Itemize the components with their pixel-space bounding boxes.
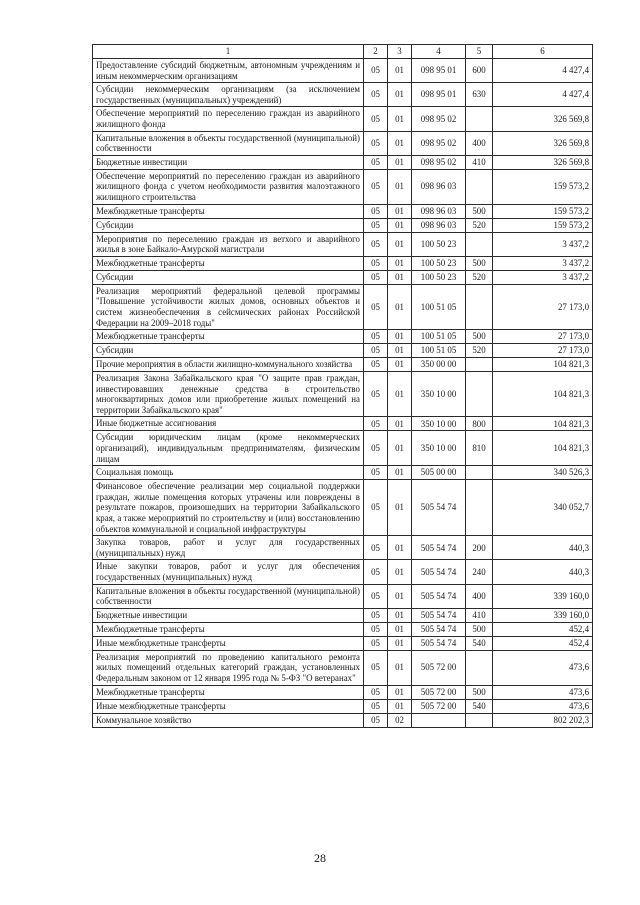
subsection-code-cell: 01 xyxy=(388,232,412,256)
amount-cell: 473,6 xyxy=(493,699,593,713)
amount-cell: 104 821,3 xyxy=(493,417,593,431)
target-article-cell: 350 10 00 xyxy=(412,431,466,466)
item-name-cell: Межбюджетные трансферты xyxy=(93,685,364,699)
section-code-cell: 05 xyxy=(364,636,388,650)
section-code-cell: 05 xyxy=(364,232,388,256)
table-row xyxy=(93,59,593,83)
table-row xyxy=(93,431,593,466)
item-name-cell: Бюджетные инвестиции xyxy=(93,155,364,169)
target-article-cell: 098 95 01 xyxy=(412,83,466,107)
subsection-code-cell: 01 xyxy=(388,169,412,204)
amount-cell: 440,3 xyxy=(493,560,593,584)
section-code-cell: 05 xyxy=(364,536,388,560)
expense-type-cell: 600 xyxy=(466,59,493,83)
subsection-code-cell: 01 xyxy=(388,608,412,622)
section-code-cell: 05 xyxy=(364,685,388,699)
target-article-cell: 505 54 74 xyxy=(412,560,466,584)
item-name-cell: Иные закупки товаров, работ и услуг для обеспечения государственных (муниципальных) нужд xyxy=(93,560,364,584)
amount-cell: 440,3 xyxy=(493,536,593,560)
target-article-cell: 100 50 23 xyxy=(412,256,466,270)
amount-cell: 159 573,2 xyxy=(493,218,593,232)
target-article-cell: 505 72 00 xyxy=(412,650,466,685)
target-article-cell: 505 54 74 xyxy=(412,636,466,650)
amount-cell: 452,4 xyxy=(493,622,593,636)
header-cell: 1 xyxy=(93,45,364,59)
target-article-cell: 100 51 05 xyxy=(412,330,466,344)
amount-cell: 339 160,0 xyxy=(493,584,593,608)
expense-type-cell xyxy=(466,232,493,256)
amount-cell: 104 821,3 xyxy=(493,431,593,466)
item-name-cell: Мероприятия по переселению граждан из ветхого и аварийного жилья в зоне Байкало-Амурской магистрали xyxy=(93,232,364,256)
page-number: 28 xyxy=(314,851,326,865)
table-row xyxy=(93,204,593,218)
amount-cell: 802 202,3 xyxy=(493,713,593,727)
item-name-cell: Обеспечение мероприятий по переселению граждан из аварийного жилищного фонда с учетом необходимости развития малоэтажного жилищного строительства xyxy=(93,169,364,204)
expense-type-cell: 500 xyxy=(466,330,493,344)
item-name-cell: Иные межбюджетные трансферты xyxy=(93,636,364,650)
section-code-cell: 05 xyxy=(364,584,388,608)
target-article-cell: 098 95 02 xyxy=(412,131,466,155)
subsection-code-cell: 01 xyxy=(388,204,412,218)
table-row xyxy=(93,284,593,329)
subsection-code-cell: 01 xyxy=(388,480,412,536)
item-name-cell: Межбюджетные трансферты xyxy=(93,204,364,218)
target-article-cell: 098 96 03 xyxy=(412,169,466,204)
header-cell: 6 xyxy=(493,45,593,59)
expense-type-cell: 500 xyxy=(466,685,493,699)
subsection-code-cell: 01 xyxy=(388,256,412,270)
section-code-cell: 05 xyxy=(364,713,388,727)
target-article-cell: 100 51 05 xyxy=(412,284,466,329)
table-body xyxy=(93,59,593,728)
target-article-cell: 100 50 23 xyxy=(412,270,466,284)
table-row xyxy=(93,685,593,699)
item-name-cell: Субсидии некоммерческим организациям (за исключением государственных (муниципальных) учреждений) xyxy=(93,83,364,107)
section-code-cell: 05 xyxy=(364,699,388,713)
section-code-cell: 05 xyxy=(364,155,388,169)
budget-table xyxy=(92,44,593,728)
expense-type-cell: 520 xyxy=(466,344,493,358)
header-cell: 5 xyxy=(466,45,493,59)
amount-cell: 326 569,8 xyxy=(493,107,593,131)
amount-cell: 159 573,2 xyxy=(493,204,593,218)
item-name-cell: Обеспечение мероприятий по переселению граждан из аварийного жилищного фонда xyxy=(93,107,364,131)
item-name-cell: Реализация мероприятий федеральной целевой программы "Повышение устойчивости жилых домов, основных объектов и систем жизнеобеспечения в сейсмических районах Российской Федерации на 2009–2018 годы" xyxy=(93,284,364,329)
expense-type-cell: 240 xyxy=(466,560,493,584)
subsection-code-cell: 01 xyxy=(388,636,412,650)
subsection-code-cell: 02 xyxy=(388,713,412,727)
subsection-code-cell: 01 xyxy=(388,358,412,372)
table-row xyxy=(93,372,593,417)
table-row xyxy=(93,480,593,536)
subsection-code-cell: 01 xyxy=(388,83,412,107)
section-code-cell: 05 xyxy=(364,330,388,344)
table-row xyxy=(93,169,593,204)
amount-cell: 326 569,8 xyxy=(493,131,593,155)
expense-type-cell: 520 xyxy=(466,218,493,232)
expense-type-cell: 540 xyxy=(466,699,493,713)
amount-cell: 3 437,2 xyxy=(493,256,593,270)
item-name-cell: Коммунальное хозяйство xyxy=(93,713,364,727)
target-article-cell: 505 54 74 xyxy=(412,480,466,536)
amount-cell: 104 821,3 xyxy=(493,372,593,417)
item-name-cell: Закупка товаров, работ и услуг для государственных (муниципальных) нужд xyxy=(93,536,364,560)
table-row xyxy=(93,344,593,358)
subsection-code-cell: 01 xyxy=(388,131,412,155)
table-row xyxy=(93,256,593,270)
amount-cell: 27 173,0 xyxy=(493,284,593,329)
header-cell: 4 xyxy=(412,45,466,59)
amount-cell: 4 427,4 xyxy=(493,83,593,107)
amount-cell: 4 427,4 xyxy=(493,59,593,83)
section-code-cell: 05 xyxy=(364,650,388,685)
header-row xyxy=(93,45,593,59)
table-row xyxy=(93,358,593,372)
section-code-cell: 05 xyxy=(364,560,388,584)
subsection-code-cell: 01 xyxy=(388,372,412,417)
section-code-cell: 05 xyxy=(364,59,388,83)
target-article-cell xyxy=(412,713,466,727)
target-article-cell: 505 00 00 xyxy=(412,466,466,480)
amount-cell: 452,4 xyxy=(493,636,593,650)
target-article-cell: 098 96 03 xyxy=(412,204,466,218)
subsection-code-cell: 01 xyxy=(388,59,412,83)
expense-type-cell: 410 xyxy=(466,155,493,169)
section-code-cell: 05 xyxy=(364,622,388,636)
item-name-cell: Субсидии xyxy=(93,344,364,358)
target-article-cell: 100 51 05 xyxy=(412,344,466,358)
section-code-cell: 05 xyxy=(364,107,388,131)
item-name-cell: Реализация Закона Забайкальского края "О защите прав граждан, инвестировавших денежные средства в строительство многоквартирных домов или приобретение жилых помещений на территории Забайкальского края" xyxy=(93,372,364,417)
item-name-cell: Субсидии xyxy=(93,218,364,232)
amount-cell: 339 160,0 xyxy=(493,608,593,622)
expense-type-cell: 800 xyxy=(466,417,493,431)
expense-type-cell: 520 xyxy=(466,270,493,284)
table-row xyxy=(93,107,593,131)
item-name-cell: Социальная помощь xyxy=(93,466,364,480)
table-row xyxy=(93,417,593,431)
target-article-cell: 505 72 00 xyxy=(412,685,466,699)
section-code-cell: 05 xyxy=(364,480,388,536)
table-row xyxy=(93,83,593,107)
section-code-cell: 05 xyxy=(364,608,388,622)
table-row xyxy=(93,608,593,622)
item-name-cell: Финансовое обеспечение реализации мер социальной поддержки граждан, жилые помещения которых утрачены или повреждены в результате пожаров, произошедших на территории Забайкальского края, а также мероприятий по строительству и (или) восстановлению объектов коммунальной и социальной инфраструктуры xyxy=(93,480,364,536)
target-article-cell: 505 54 74 xyxy=(412,536,466,560)
expense-type-cell xyxy=(466,358,493,372)
header-cell: 2 xyxy=(364,45,388,59)
expense-type-cell: 540 xyxy=(466,636,493,650)
subsection-code-cell: 01 xyxy=(388,622,412,636)
table-row xyxy=(93,330,593,344)
table-row xyxy=(93,536,593,560)
section-code-cell: 05 xyxy=(364,466,388,480)
expense-type-cell: 500 xyxy=(466,204,493,218)
target-article-cell: 505 54 74 xyxy=(412,608,466,622)
subsection-code-cell: 01 xyxy=(388,536,412,560)
subsection-code-cell: 01 xyxy=(388,650,412,685)
section-code-cell: 05 xyxy=(364,204,388,218)
target-article-cell: 098 95 01 xyxy=(412,59,466,83)
expense-type-cell xyxy=(466,650,493,685)
subsection-code-cell: 01 xyxy=(388,330,412,344)
table-row xyxy=(93,650,593,685)
header-cell: 3 xyxy=(388,45,412,59)
item-name-cell: Субсидии xyxy=(93,270,364,284)
table-row xyxy=(93,218,593,232)
item-name-cell: Реализация мероприятий по проведению капитального ремонта жилых помещений отдельных категорий граждан, установленных Федеральным законом от 12 января 1995 года № 5-ФЗ "О ветеранах" xyxy=(93,650,364,685)
subsection-code-cell: 01 xyxy=(388,107,412,131)
item-name-cell: Иные бюджетные ассигнования xyxy=(93,417,364,431)
table-row xyxy=(93,466,593,480)
item-name-cell: Субсидии юридическим лицам (кроме некоммерческих организаций), индивидуальным предпринимателям, физическим лицам xyxy=(93,431,364,466)
subsection-code-cell: 01 xyxy=(388,218,412,232)
section-code-cell: 05 xyxy=(364,270,388,284)
subsection-code-cell: 01 xyxy=(388,431,412,466)
section-code-cell: 05 xyxy=(364,169,388,204)
item-name-cell: Прочие мероприятия в области жилищно-коммунального хозяйства xyxy=(93,358,364,372)
target-article-cell: 350 10 00 xyxy=(412,372,466,417)
target-article-cell: 505 54 74 xyxy=(412,584,466,608)
amount-cell: 340 526,3 xyxy=(493,466,593,480)
item-name-cell: Капитальные вложения в объекты государственной (муниципальной) собственности xyxy=(93,131,364,155)
table-row xyxy=(93,622,593,636)
amount-cell: 473,6 xyxy=(493,685,593,699)
section-code-cell: 05 xyxy=(364,431,388,466)
expense-type-cell xyxy=(466,284,493,329)
subsection-code-cell: 01 xyxy=(388,155,412,169)
expense-type-cell xyxy=(466,372,493,417)
expense-type-cell xyxy=(466,107,493,131)
amount-cell: 3 437,2 xyxy=(493,232,593,256)
subsection-code-cell: 01 xyxy=(388,699,412,713)
table-row xyxy=(93,560,593,584)
expense-type-cell: 500 xyxy=(466,622,493,636)
subsection-code-cell: 01 xyxy=(388,560,412,584)
item-name-cell: Иные межбюджетные трансферты xyxy=(93,699,364,713)
item-name-cell: Бюджетные инвестиции xyxy=(93,608,364,622)
expense-type-cell: 630 xyxy=(466,83,493,107)
target-article-cell: 350 00 00 xyxy=(412,358,466,372)
section-code-cell: 05 xyxy=(364,417,388,431)
expense-type-cell xyxy=(466,713,493,727)
target-article-cell: 098 95 02 xyxy=(412,107,466,131)
target-article-cell: 505 54 74 xyxy=(412,622,466,636)
amount-cell: 27 173,0 xyxy=(493,344,593,358)
table-row xyxy=(93,270,593,284)
expense-type-cell: 400 xyxy=(466,584,493,608)
amount-cell: 3 437,2 xyxy=(493,270,593,284)
expense-type-cell xyxy=(466,169,493,204)
target-article-cell: 098 96 03 xyxy=(412,218,466,232)
section-code-cell: 05 xyxy=(364,358,388,372)
subsection-code-cell: 01 xyxy=(388,284,412,329)
subsection-code-cell: 01 xyxy=(388,417,412,431)
amount-cell: 104 821,3 xyxy=(493,358,593,372)
expense-type-cell: 500 xyxy=(466,256,493,270)
expense-type-cell xyxy=(466,480,493,536)
target-article-cell: 100 50 23 xyxy=(412,232,466,256)
subsection-code-cell: 01 xyxy=(388,685,412,699)
expense-type-cell: 410 xyxy=(466,608,493,622)
amount-cell: 159 573,2 xyxy=(493,169,593,204)
subsection-code-cell: 01 xyxy=(388,270,412,284)
section-code-cell: 05 xyxy=(364,284,388,329)
section-code-cell: 05 xyxy=(364,83,388,107)
table-row xyxy=(93,155,593,169)
item-name-cell: Капитальные вложения в объекты государственной (муниципальной) собственности xyxy=(93,584,364,608)
target-article-cell: 098 95 02 xyxy=(412,155,466,169)
amount-cell: 27 173,0 xyxy=(493,330,593,344)
expense-type-cell: 400 xyxy=(466,131,493,155)
amount-cell: 326 569,8 xyxy=(493,155,593,169)
table-row xyxy=(93,636,593,650)
budget-table-container xyxy=(92,44,592,728)
table-row xyxy=(93,131,593,155)
table-row xyxy=(93,584,593,608)
section-code-cell: 05 xyxy=(364,372,388,417)
expense-type-cell: 200 xyxy=(466,536,493,560)
amount-cell: 340 052,7 xyxy=(493,480,593,536)
amount-cell: 473,6 xyxy=(493,650,593,685)
item-name-cell: Межбюджетные трансферты xyxy=(93,256,364,270)
target-article-cell: 505 72 00 xyxy=(412,699,466,713)
section-code-cell: 05 xyxy=(364,256,388,270)
item-name-cell: Межбюджетные трансферты xyxy=(93,622,364,636)
section-code-cell: 05 xyxy=(364,344,388,358)
expense-type-cell: 810 xyxy=(466,431,493,466)
item-name-cell: Предоставление субсидий бюджетным, автономным учреждениям и иным некоммерческим организациям xyxy=(93,59,364,83)
subsection-code-cell: 01 xyxy=(388,344,412,358)
section-code-cell: 05 xyxy=(364,218,388,232)
table-row xyxy=(93,699,593,713)
section-code-cell: 05 xyxy=(364,131,388,155)
expense-type-cell xyxy=(466,466,493,480)
target-article-cell: 350 10 00 xyxy=(412,417,466,431)
item-name-cell: Межбюджетные трансферты xyxy=(93,330,364,344)
table-row xyxy=(93,232,593,256)
subsection-code-cell: 01 xyxy=(388,584,412,608)
table-row xyxy=(93,713,593,727)
subsection-code-cell: 01 xyxy=(388,466,412,480)
